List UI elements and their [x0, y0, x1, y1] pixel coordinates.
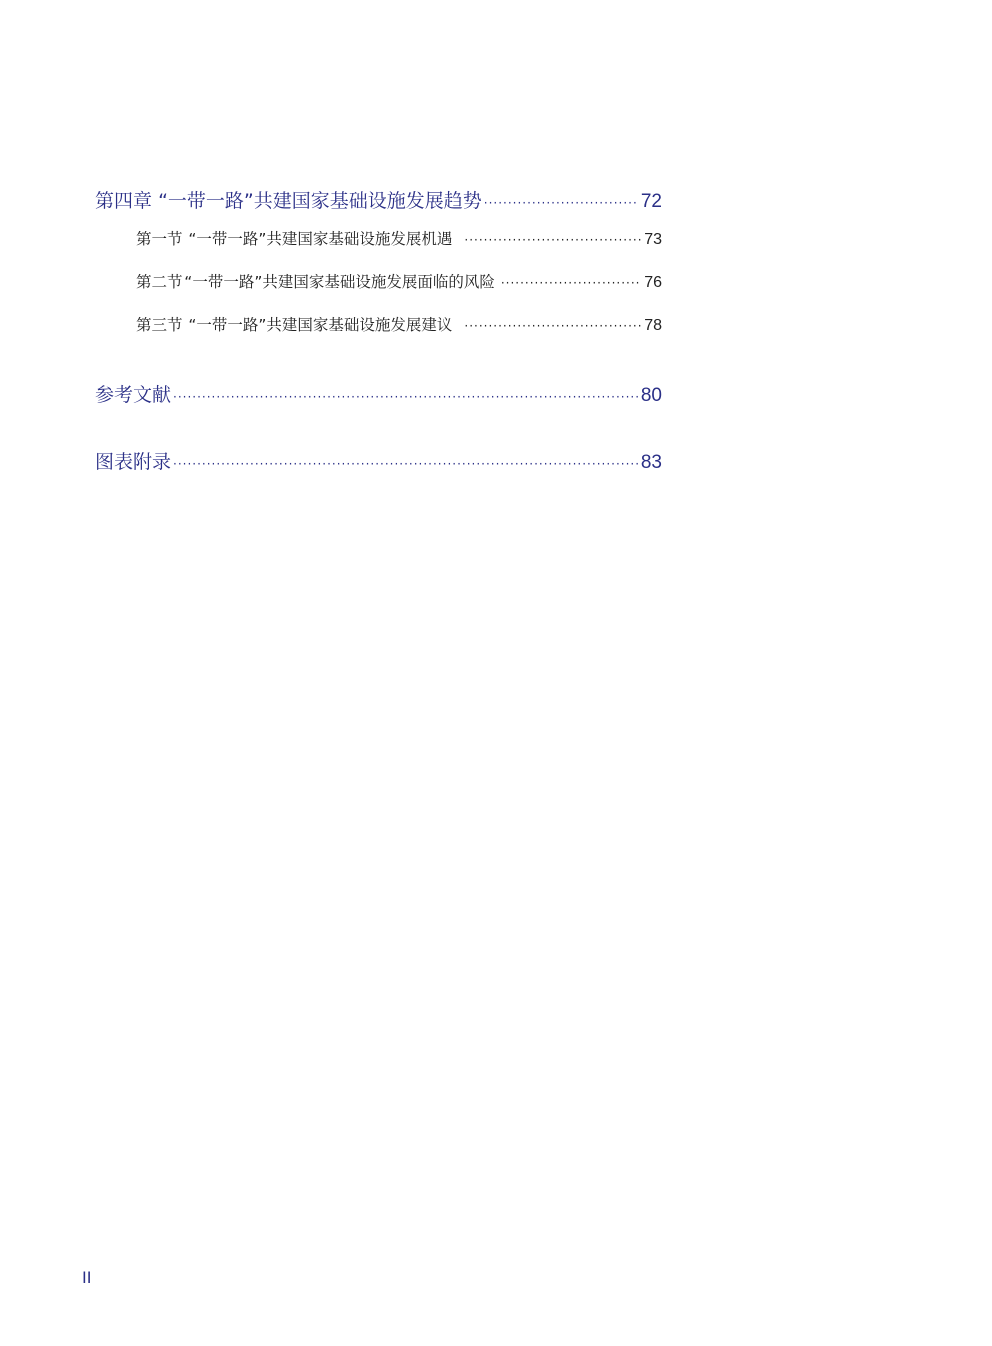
section-number: 第三节 — [136, 316, 183, 334]
section-number: 第二节 — [136, 273, 183, 291]
references-title: 参考文献 — [95, 384, 172, 406]
chapter-title: “一带一路”共建国家基础设施发展趋势 — [158, 190, 482, 212]
chapter-number: 第四章 — [95, 190, 153, 212]
dot-leader — [464, 319, 641, 333]
section-title: “一带一路”共建国家基础设施发展建议 — [188, 316, 453, 334]
section-title: “一带一路”共建国家基础设施发展面临的风险 — [184, 273, 495, 291]
dot-leader — [464, 233, 641, 247]
appendix-title: 图表附录 — [95, 451, 172, 473]
appendix-page-number: 83 — [640, 452, 662, 473]
section-page-number: 73 — [644, 231, 662, 248]
dot-leader — [501, 276, 641, 290]
section-number: 第一节 — [136, 230, 183, 248]
references-page-number: 80 — [640, 385, 662, 406]
section-page-number: 78 — [644, 317, 662, 334]
toc-chapter-4[interactable] — [95, 186, 662, 213]
toc-section-3[interactable] — [136, 313, 662, 335]
section-title: “一带一路”共建国家基础设施发展机遇 — [188, 230, 453, 248]
toc-references[interactable] — [95, 380, 662, 407]
dot-leader — [484, 196, 638, 210]
chapter-page-number: 72 — [640, 191, 662, 212]
toc-section-2[interactable] — [136, 270, 662, 292]
toc-section-1[interactable] — [136, 227, 662, 249]
section-page-number: 76 — [644, 274, 662, 291]
footer-page-number: II — [82, 1268, 92, 1287]
dot-leader — [173, 390, 638, 404]
toc-appendix[interactable] — [95, 447, 662, 474]
dot-leader — [173, 457, 638, 471]
